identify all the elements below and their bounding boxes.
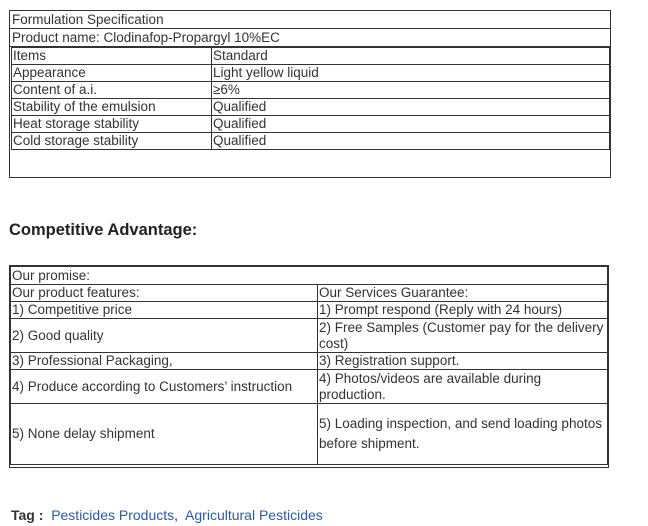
tag-separator: , xyxy=(174,507,179,523)
spec-standard: Qualified xyxy=(212,99,610,116)
feature-cell: 1) Competitive price xyxy=(11,302,318,319)
advantage-header-row xyxy=(11,285,608,302)
service-cell: 2) Free Samples (Customer pay for the delivery cost) xyxy=(318,319,608,353)
tag-link-pesticides-products[interactable]: Pesticides Products xyxy=(51,507,175,523)
feature-cell: 5) None delay shipment xyxy=(11,404,318,465)
table-row xyxy=(12,99,610,116)
table-row xyxy=(11,319,608,353)
table-row xyxy=(11,370,608,404)
table-row xyxy=(12,82,610,99)
spec-header-row xyxy=(12,48,610,65)
table-row xyxy=(12,116,610,133)
table-row xyxy=(12,133,610,150)
feature-cell: 3) Professional Packaging, xyxy=(11,353,318,370)
competitive-advantage-heading: Competitive Advantage: xyxy=(9,221,198,239)
service-cell: 3) Registration support. xyxy=(318,353,608,370)
spec-product-name: Product name: Clodinafop-Propargyl 10%EC xyxy=(10,29,610,47)
spec-item: Heat storage stability xyxy=(12,116,212,133)
feature-cell: 4) Produce according to Customers’ instruction xyxy=(11,370,318,404)
tag-label: Tag : xyxy=(11,507,44,523)
service-cell: 5) Loading inspection, and send loading photos before shipment. xyxy=(318,404,608,465)
spec-standard: Qualified xyxy=(212,116,610,133)
spec-item: Cold storage stability xyxy=(12,133,212,150)
table-row xyxy=(11,302,608,319)
table-row xyxy=(12,65,610,82)
table-row xyxy=(11,353,608,370)
service-cell: 1) Prompt respond (Reply with 24 hours) xyxy=(318,302,608,319)
spec-header-standard: Standard xyxy=(212,48,610,65)
tag-link-agricultural-pesticides[interactable]: Agricultural Pesticides xyxy=(185,507,323,523)
spec-item: Stability of the emulsion xyxy=(12,99,212,116)
tag-line xyxy=(11,507,323,523)
spec-title: Formulation Specification xyxy=(10,11,610,29)
services-header: Our Services Guarantee: xyxy=(318,285,608,302)
spec-standard: Light yellow liquid xyxy=(212,65,610,82)
spec-standard: Qualified xyxy=(212,133,610,150)
promise-row xyxy=(11,267,608,285)
spec-header-items: Items xyxy=(12,48,212,65)
spec-standard: ≥6% xyxy=(212,82,610,99)
features-header: Our product features: xyxy=(11,285,318,302)
feature-cell: 2) Good quality xyxy=(11,319,318,353)
spec-item: Appearance xyxy=(12,65,212,82)
service-cell: 4) Photos/videos are available during production. xyxy=(318,370,608,404)
table-row xyxy=(11,404,608,465)
spec-table xyxy=(11,47,610,150)
promise-label: Our promise: xyxy=(11,267,608,285)
advantage-table xyxy=(10,266,608,465)
spec-item: Content of a.i. xyxy=(12,82,212,99)
